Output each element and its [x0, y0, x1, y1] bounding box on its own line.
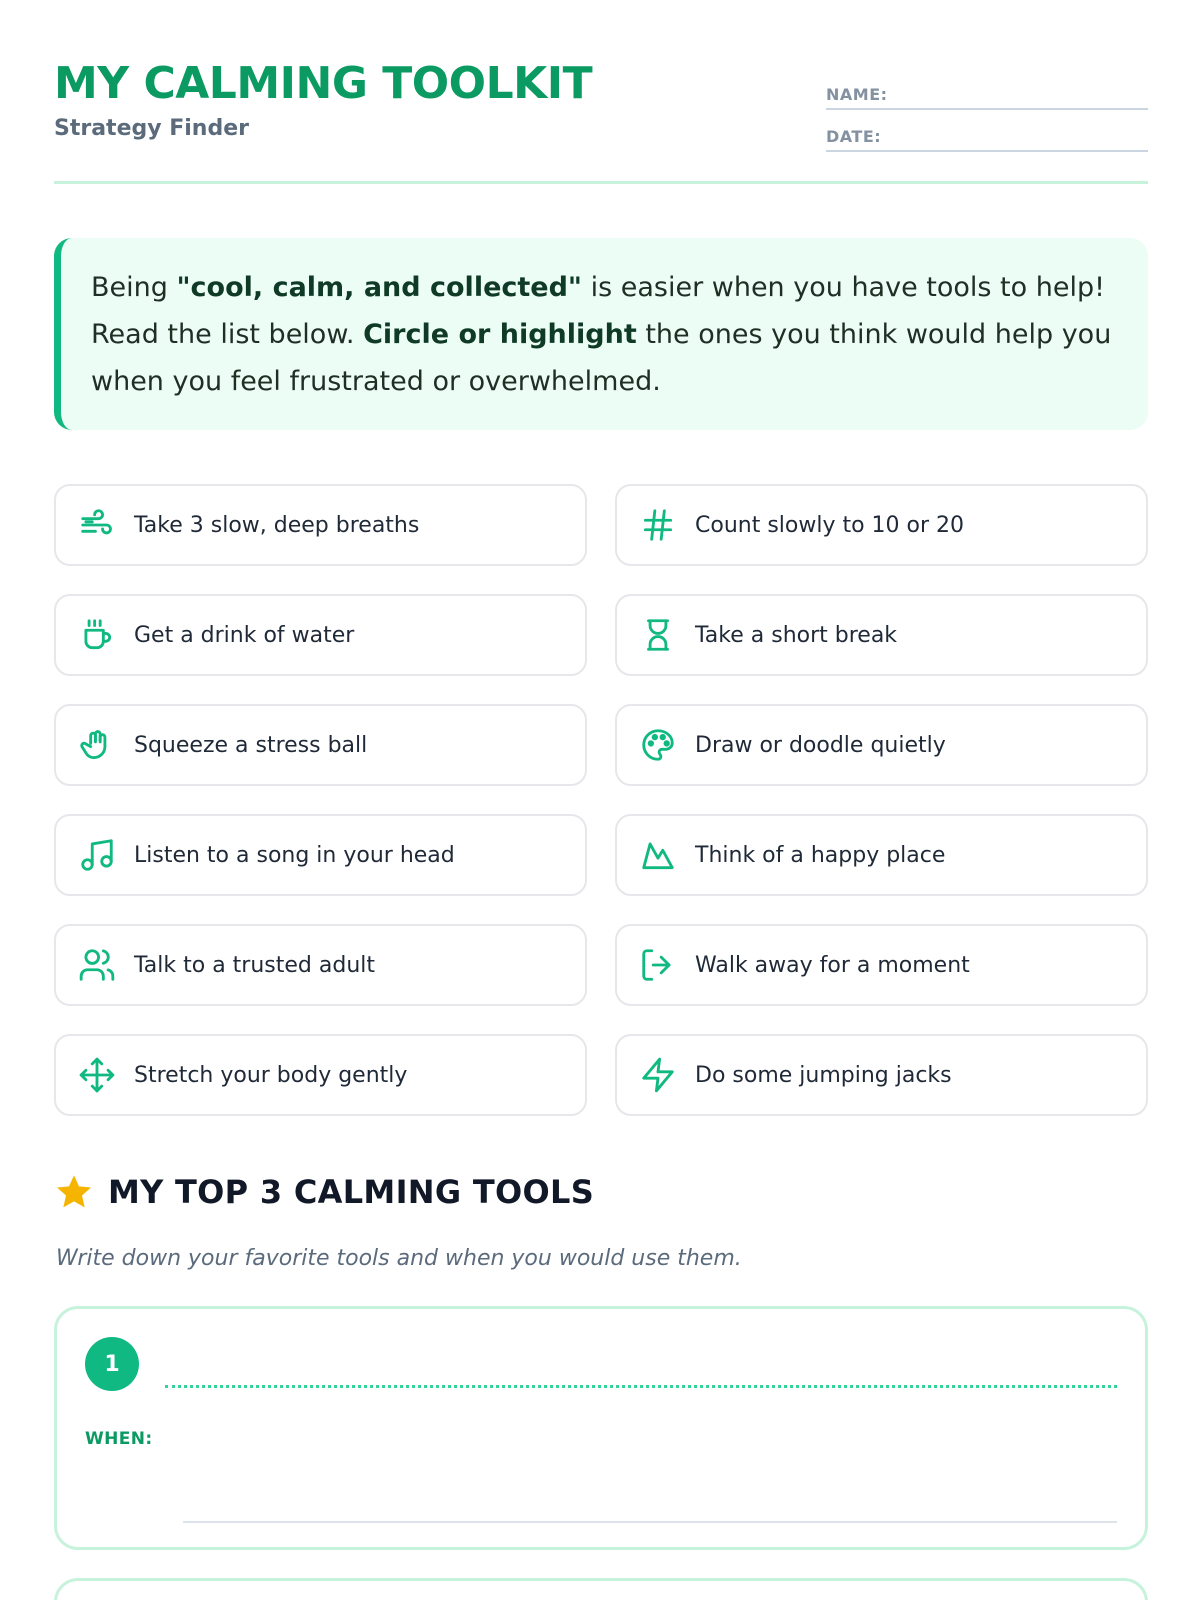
move-icon — [76, 1054, 118, 1096]
top3-heading — [54, 1172, 594, 1212]
strategy-label: Talk to a trusted adult — [134, 952, 376, 978]
strategy-card-count[interactable] — [615, 484, 1148, 566]
strategy-card-song[interactable] — [54, 814, 587, 896]
music-icon — [76, 834, 118, 876]
intro-callout — [54, 238, 1148, 430]
meta-fields — [826, 68, 1148, 152]
intro-text-3: the ones you think would help you when you feel frustrated or overwhelmed. — [91, 319, 1112, 397]
page-title: MY CALMING TOOLKIT — [54, 58, 593, 109]
top-tool-box-1 — [54, 1306, 1148, 1550]
section-title: MY TOP 3 CALMING TOOLS — [108, 1173, 595, 1211]
intro-bold-2: Circle or highlight — [363, 319, 637, 350]
date-label: DATE: — [826, 127, 882, 146]
date-field[interactable] — [826, 110, 1148, 152]
strategy-card-break[interactable] — [615, 594, 1148, 676]
strategy-card-stress-ball[interactable] — [54, 704, 587, 786]
users-icon — [76, 944, 118, 986]
intro-text-2: is easier when you have tools to help! Read the list below. — [91, 272, 1105, 350]
hourglass-icon — [637, 614, 679, 656]
strategy-label: Draw or doodle quietly — [695, 732, 946, 758]
wind-icon — [76, 504, 118, 546]
top-tool-box-2 — [54, 1578, 1148, 1600]
number-badge: 1 — [85, 1337, 139, 1391]
log-out-icon — [637, 944, 679, 986]
strategy-card-water[interactable] — [54, 594, 587, 676]
tool-name-line[interactable] — [165, 1385, 1117, 1388]
hash-icon — [637, 504, 679, 546]
hand-icon — [76, 724, 118, 766]
strategy-card-walk-away[interactable] — [615, 924, 1148, 1006]
page-subtitle: Strategy Finder — [54, 116, 249, 141]
star-icon — [54, 1172, 94, 1212]
strategy-label: Walk away for a moment — [695, 952, 970, 978]
section-subtitle: Write down your favorite tools and when you would use them. — [56, 1246, 742, 1271]
intro-bold-1: "cool, calm, and collected" — [176, 272, 582, 303]
strategy-card-trusted-adult[interactable] — [54, 924, 587, 1006]
strategy-grid — [54, 484, 1148, 1116]
strategy-label: Stretch your body gently — [134, 1062, 408, 1088]
zap-icon — [637, 1054, 679, 1096]
strategy-card-draw[interactable] — [615, 704, 1148, 786]
strategy-label: Squeeze a stress ball — [134, 732, 368, 758]
strategy-label: Do some jumping jacks — [695, 1062, 952, 1088]
strategy-label: Think of a happy place — [695, 842, 946, 868]
palette-icon — [637, 724, 679, 766]
strategy-card-happy-place[interactable] — [615, 814, 1148, 896]
name-field[interactable] — [826, 68, 1148, 110]
cup-icon — [76, 614, 118, 656]
strategy-card-stretch[interactable] — [54, 1034, 587, 1116]
worksheet-header — [54, 54, 1148, 184]
strategy-label: Listen to a song in your head — [134, 842, 455, 868]
name-label: NAME: — [826, 85, 888, 104]
strategy-card-jumping-jacks[interactable] — [615, 1034, 1148, 1116]
strategy-card-deep-breaths[interactable] — [54, 484, 587, 566]
when-label: WHEN: — [85, 1429, 153, 1449]
mountain-icon — [637, 834, 679, 876]
when-line[interactable] — [183, 1521, 1117, 1523]
strategy-label: Take 3 slow, deep breaths — [134, 512, 420, 538]
strategy-label: Count slowly to 10 or 20 — [695, 512, 965, 538]
strategy-label: Get a drink of water — [134, 622, 355, 648]
intro-text-1: Being — [91, 272, 177, 303]
strategy-label: Take a short break — [695, 622, 898, 648]
